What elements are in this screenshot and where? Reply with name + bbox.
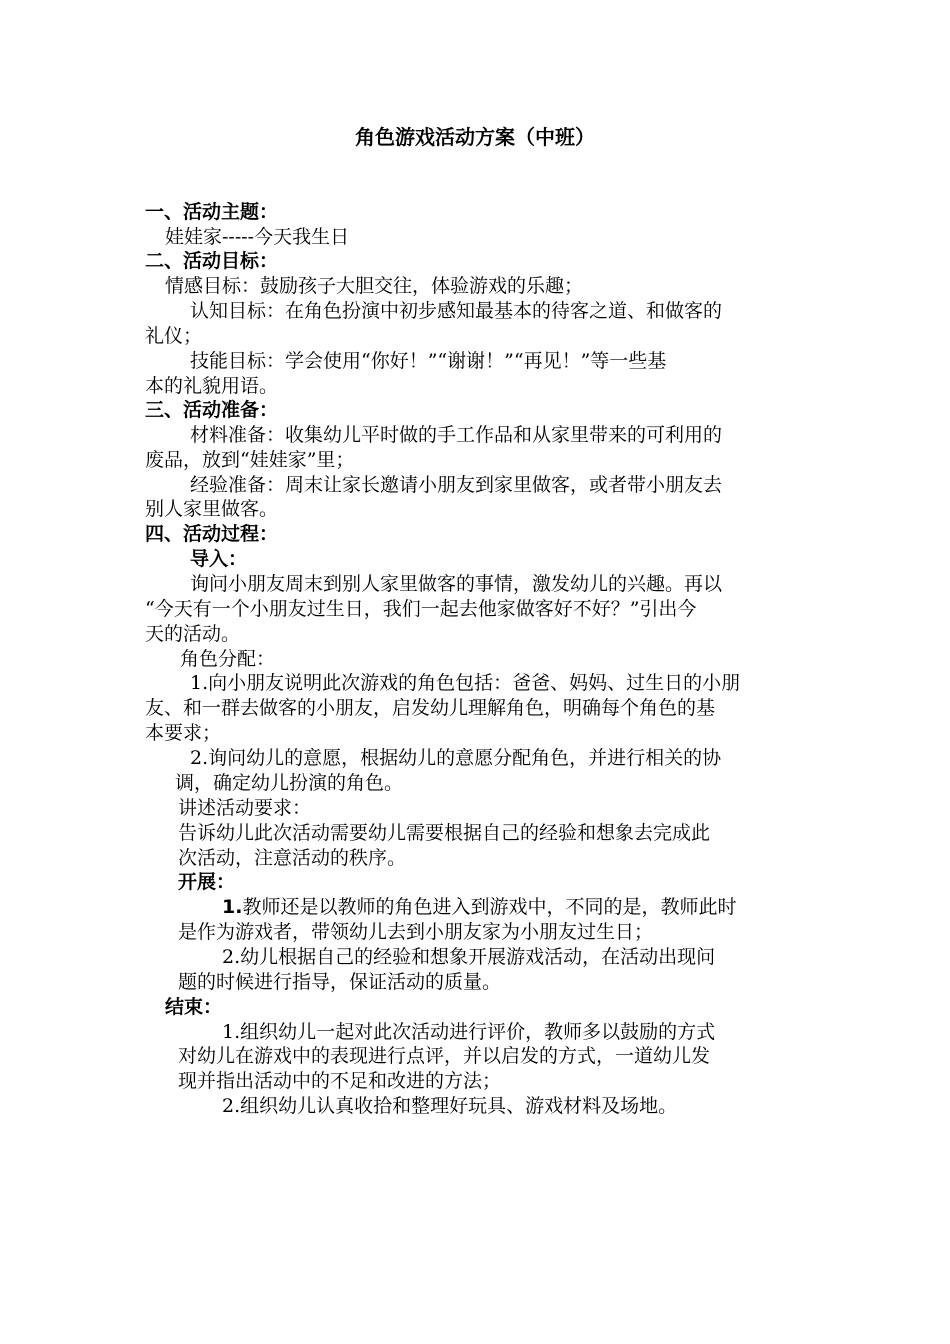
goal-skill-line2: 本的礼貌用语。 [145,375,279,397]
goal-emotion: 情感目标：鼓励孩子大胆交往，体验游戏的乐趣； [165,275,584,297]
intro-line1: 询问小朋友周末到别人家里做客的事情，激发幼儿的兴趣。再以 [190,573,723,595]
section-heading-theme: 一、活动主题： [145,201,279,223]
development1-text: 教师还是以教师的角色进入到游戏中，不同的是，教师此时 [242,896,737,918]
intro-line2: “今天有一个小朋友过生日，我们一起去他家做客好不好？”引出今 [145,598,697,620]
prep-materials-line2: 废品，放到“娃娃家”里； [145,449,355,471]
goal-skill-line1: 技能目标：学会使用“你好！”“谢谢！”“再见！”等一些基 [190,350,667,372]
document-title: 角色游戏活动方案（中班） [355,125,595,149]
development2-line2: 题的时候进行指导，保证活动的质量。 [178,971,502,993]
roles2-line2: 调，确定幼儿扮演的角色。 [175,772,404,794]
prep-experience-line2: 别人家里做客。 [145,498,279,520]
roles1-line1: 1.向小朋友说明此次游戏的角色包括：爸爸、妈妈、过生日的小朋 [190,672,741,694]
development1-line1 [222,895,736,919]
ending1-line2: 对幼儿在游戏中的表现进行点评，并以启发的方式，一道幼儿发 [178,1045,711,1067]
ending1-line1: 1.组织幼儿一起对此次活动进行评价，教师多以鼓励的方式 [222,1021,716,1043]
prep-experience-line1: 经验准备：周末让家长邀请小朋友到家里做客，或者带小朋友去 [190,474,723,496]
development-heading: 开展： [178,871,236,893]
section-heading-preparation: 三、活动准备： [145,399,279,421]
roles1-line2: 友、和一群去做客的小朋友，启发幼儿理解角色，明确每个角色的基 [145,697,716,719]
theme-text: 娃娃家-----今天我生日 [165,226,350,248]
ending-heading: 结束： [165,996,223,1018]
development2-line1: 2.幼儿根据自己的经验和想象开展游戏活动，在活动出现问 [222,946,716,968]
development1-number: 1. [222,896,243,918]
prep-materials-line1: 材料准备：收集幼儿平时做的手工作品和从家里带来的可利用的 [190,424,723,446]
goal-cognition-line2: 礼仪； [145,325,203,347]
intro-heading: 导入： [190,548,248,570]
requirements-heading: 讲述活动要求： [178,797,312,819]
requirements-line1: 告诉幼儿此次活动需要幼儿需要根据自己的经验和想象去完成此 [178,822,711,844]
roles1-line3: 本要求； [145,722,222,744]
section-heading-process: 四、活动过程： [145,523,279,545]
intro-line3: 天的活动。 [145,623,241,645]
development1-line2: 是作为游戏者，带领幼儿去到小朋友家为小朋友过生日； [178,921,654,943]
roles-heading: 角色分配： [180,648,276,670]
ending2-line1: 2.组织幼儿认真收拾和整理好玩具、游戏材料及场地。 [222,1095,678,1117]
ending1-line3: 现并指出活动中的不足和改进的方法； [178,1070,502,1092]
roles2-line1: 2.询问幼儿的意愿，根据幼儿的意愿分配角色，并进行相关的协 [190,747,722,769]
goal-cognition-line1: 认知目标：在角色扮演中初步感知最基本的待客之道、和做客的 [190,300,723,322]
section-heading-goals: 二、活动目标： [145,250,279,272]
requirements-line2: 次活动，注意活动的秩序。 [178,847,407,869]
